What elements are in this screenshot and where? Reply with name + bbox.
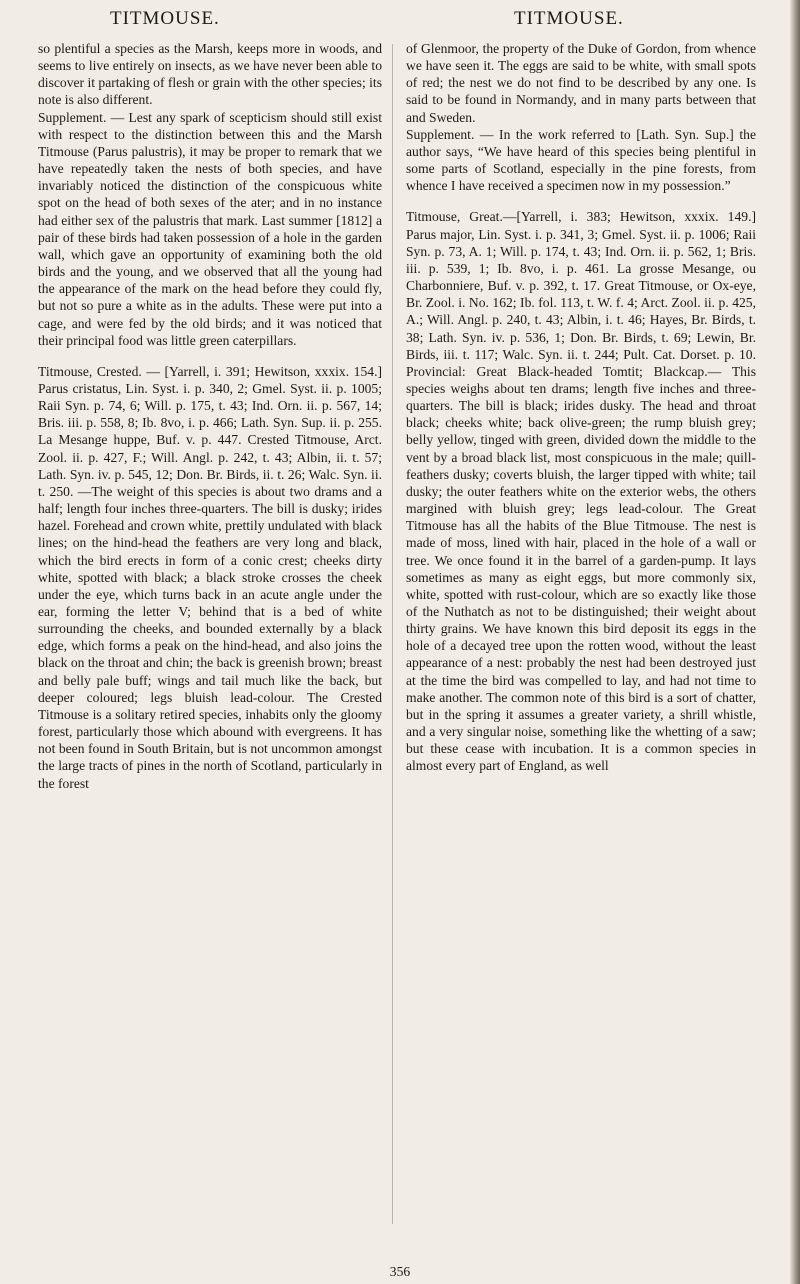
column-divider [392,44,393,1224]
right-column [406,40,756,775]
left-column [38,40,382,792]
running-header-left: TITMOUSE. [110,8,220,29]
page-edge-shadow [790,0,800,1284]
paragraph: Supplement. — Lest any spark of scepticism should still exist with respect to the distinction between this and the Marsh Titmouse (Parus palustris), it may be proper to remark that we have repeatedly taken the nests of both species, and have invariably noticed the distinction of the conspicuous white spot on the head of both sexes of the ater; and in no instance had either sex of the palustris that mark. Last summer [1812] a pair of these birds had taken possession of a hole in the garden wall, which gave an opportunity of examining both the old birds and the young, and we observed that all the young had the appearance of the mark on the head before they could fly, but not so pure a white as in the adults. These were put into a cage, and were fed by the old birds; and it was noticed that their principal food was little green caterpillars. [38,109,382,348]
paragraph: Titmouse, Crested. — [Yarrell, i. 391; Hewitson, xxxix. 154.] Parus cristatus, Lin. Syst. i. p. 340, 2; Gmel. Syst. ii. p. 1005; Raii Syn. p. 74, 6; Will. p. 175, t. 43; Ind. Orn. ii. p. 567, 14; Bris. iii. p. 558, 8; Ib. 8vo, i. p. 466; Lath. Syn. Sup. ii. p. 255. La Mesange huppe, Buf. v. p. 447. Crested Titmouse, Arct. Zool. ii. p. 427, F.; Will. Angl. p. 242, t. 43; Albin, ii. t. 57; Lath. Syn. iv. p. 545, 12; Don. Br. Birds, ii. t. 26; Walc. Syn. ii. t. 250. —The weight of this species is about two drams and a half; length four inches three-quarters. The bill is dusky; irides hazel. Forehead and crown white, prettily undulated with black lines; on the hind-head the feathers are very long and black, which the bird erects in form of a conic crest; cheeks dirty white, spotted with black; a black stroke crosses the cheek under the eye, which turns back in an acute angle under the ear, forming the letter V; behind that is a bed of white surrounding the cheeks, and bounded externally by a black edge, which forms a peak on the hind-head, and also joins the black on the throat and chin; the back is greenish brown; breast and belly pale buff; wings and tail much like the back, but deeper coloured; legs bluish lead-colour. The Crested Titmouse is a solitary retired species, inhabits only the gloomy forest, particularly those which abound with evergreens. It has not been found in South Britain, but is not uncommon amongst the large tracts of pines in the north of Scotland, particularly in the forest [38,363,382,791]
page-number: 356 [389,1264,411,1279]
paragraph: Supplement. — In the work referred to [Lath. Syn. Sup.] the author says, “We have heard of this species being plentiful in some parts of Scotland, especially in the pine forests, from whence I have received a specimen now in my possession.” [406,126,756,194]
running-header-right: TITMOUSE. [514,8,624,29]
paragraph: of Glenmoor, the property of the Duke of Gordon, from whence we have seen it. The eggs are said to be white, with small spots of red; the nest we do not find to be described by any one. Is said to be found in Normandy, and in many parts between that and Sweden. [406,41,756,125]
paragraph: Titmouse, Great.—[Yarrell, i. 383; Hewitson, xxxix. 149.] Parus major, Lin. Syst. i. p. 341, 3; Gmel. Syst. ii. p. 1006; Raii Syn. p. 73, A. 1; Will. p. 174, t. 43; Ind. Orn. ii. p. 562, 1; Bris. iii. p. 539, 1; Ib. 8vo, i. p. 461. La grosse Mesange, ou Charbonniere, Buf. v. p. 392, t. 17. Great Titmouse, or Ox-eye, Br. Zool. i. No. 162; Ib. fol. 113, t. W. f. 4; Arct. Zool. ii. p. 425, A.; Will. Angl. p. 240, t. 43; Albin, i. t. 46; Hayes, Br. Birds, t. 38; Lath. Syn. iv. p. 536, 1; Don. Br. Birds, t. 69; Lewin, Br. Birds, iii. t. 117; Walc. Syn. ii. t. 244; Pult. Cat. Dorset. p. 10. Provincial: Great Black-headed Tomtit; Blackcap.— This species weighs about ten drams; length five inches and three-quarters. The bill is black; irides dusky. The head and throat black; cheeks white; back olive-green; the rump bluish grey; belly yellow, tinged with green, divided down the middle to the vent by a broad black list, most conspicuous in the male; quill-feathers dusky; coverts bluish, the larger tipped with white; tail dusky; the outer feathers white on the exterior webs, the others margined with bluish grey; legs lead-colour. The Great Titmouse has all the habits of the Blue Titmouse. The nest is made of moss, lined with hair, placed in the hole of a wall or tree. We once found it in the barrel of a garden-pump. It lays sometimes as many as eight eggs, but more commonly six, white, spotted with rust-colour, which are so exactly like those of the Nuthatch as not to be distinguished; their weight about thirty grains. We have known this bird deposit its eggs in the hole of a decayed tree upon the rotten wood, without the least appearance of a nest: probably the nest had been destroyed just at the time the bird was compelled to lay, and had not time to make another. The common note of this bird is a sort of chatter, but in the spring it assumes a greater variety, a shrill whistle, and a very singular noise, something like the whetting of a saw; but these cease with incubation. It is a common species in almost every part of England, as well [406,209,756,774]
paragraph: so plentiful a species as the Marsh, keeps more in woods, and seems to live entirely on insects, as we have never been able to discover it partaking of flesh or grain with the other species; its note is also different. [38,41,382,108]
